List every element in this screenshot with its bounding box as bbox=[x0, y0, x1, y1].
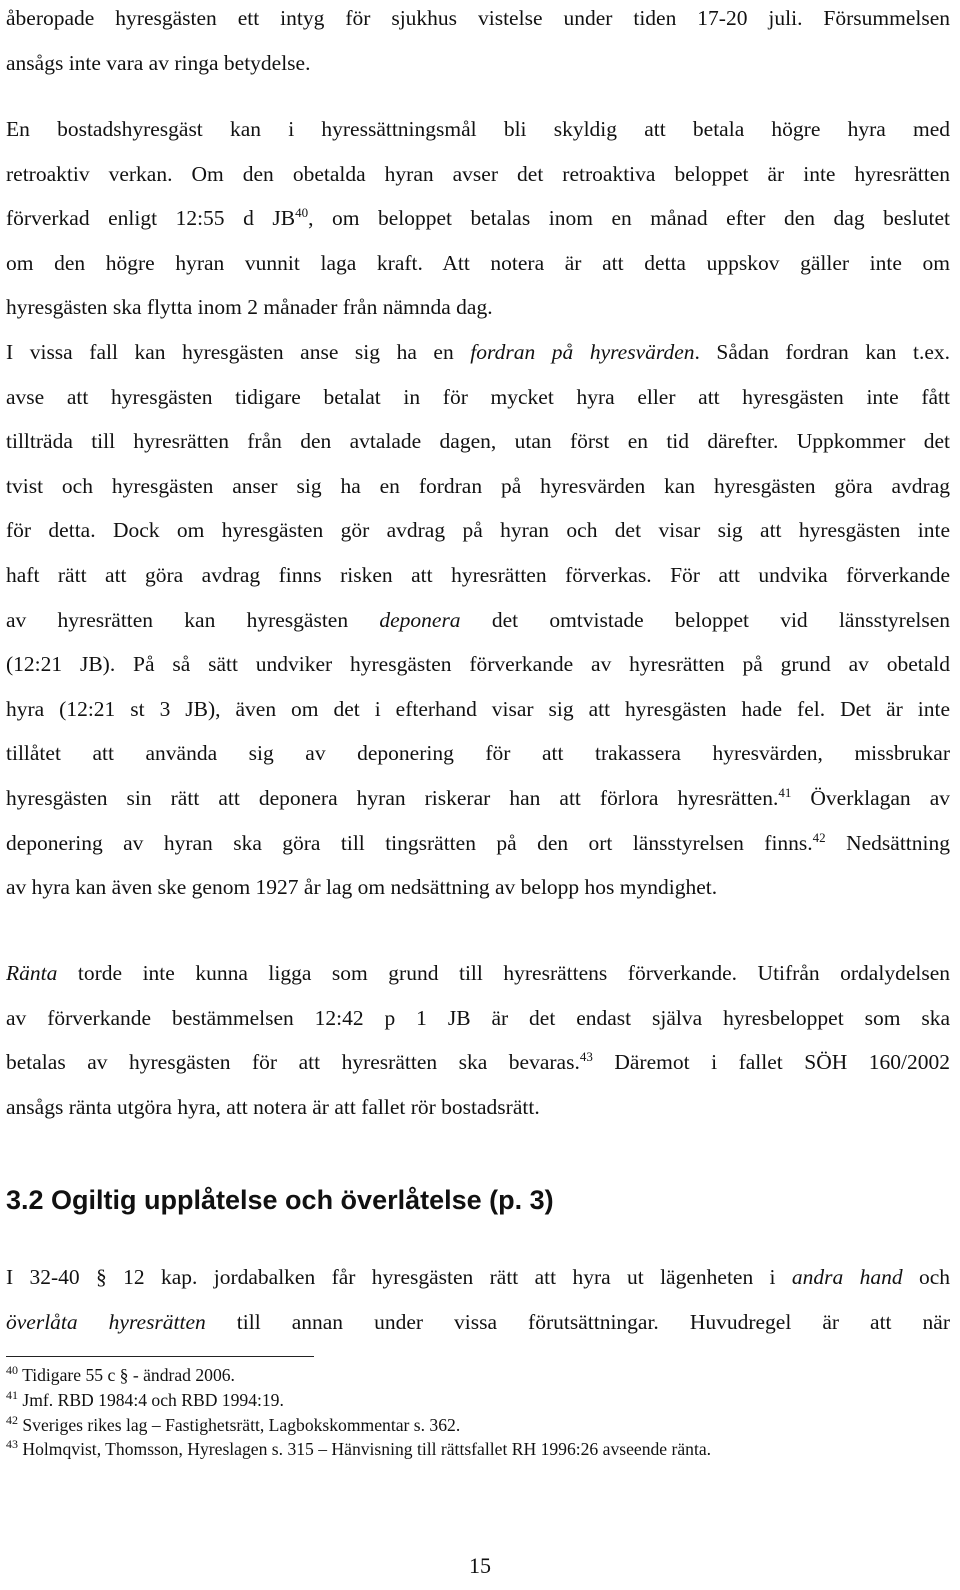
text-line: ansågs inte vara av ringa betydelse. bbox=[6, 50, 311, 75]
text-line: avse att hyresgästen tidigare betalat in för mycket hyra eller att hyresgästen inte fått bbox=[6, 384, 950, 409]
text-line: förverkad enligt 12:55 d JB$^{40}$, om beloppet betalas inom en månad efter den dag beslutet bbox=[6, 205, 950, 231]
text-line: hyresgästen sin rätt att deponera hyran riskerar han att förlora hyresrätten.$^{41}$ Överklagan av bbox=[6, 784, 950, 810]
emphasis: deponera bbox=[379, 607, 461, 632]
text-line: I 32-40 § 12 kap. jordabalken får hyresgästen rätt att hyra ut lägenheten i andra hand och bbox=[6, 1265, 950, 1289]
text-line: hyresgästen ska flytta inom 2 månader från nämnda dag. bbox=[6, 295, 493, 320]
paragraph-retroactive-rent bbox=[6, 107, 950, 330]
footnote-number: 42 bbox=[6, 1412, 18, 1427]
footnote: $^{41}$ Jmf. RBD 1984:4 och RBD 1994:19. bbox=[6, 1387, 284, 1410]
emphasis: andra hand bbox=[791, 1265, 903, 1289]
footnote-ref[interactable]: 41 bbox=[778, 784, 792, 800]
footnotes bbox=[6, 1363, 950, 1462]
page-number: 15 bbox=[469, 1553, 491, 1578]
footnote-number: 43 bbox=[6, 1437, 18, 1452]
text-line: åberopade hyresgästen ett intyg för sjukhus vistelse under tiden 17-20 juli. Försummelsen bbox=[6, 6, 950, 30]
text-line: av hyresrätten kan hyresgästen deponera det omtvistade beloppet vid länsstyrelsen bbox=[6, 607, 950, 632]
text-line: överlåta hyresrätten till annan under vissa förutsättningar. Huvudregel är att när bbox=[6, 1309, 950, 1334]
footnote-ref[interactable]: 42 bbox=[812, 829, 826, 845]
paragraph-interest bbox=[6, 951, 950, 1129]
footnote: $^{42}$ Sveriges rikes lag – Fastighetsrätt, Lagbokskommentar s. 362. bbox=[6, 1412, 461, 1435]
text-line: retroaktiv verkan. Om den obetalda hyran avser det retroaktiva beloppet är inte hyresrätten bbox=[6, 161, 950, 186]
footnote-number: 40 bbox=[6, 1363, 18, 1378]
emphasis: Ränta bbox=[6, 961, 58, 985]
text-line: tillåtet att använda sig av deponering för att trakassera hyresvärden, missbrukar bbox=[6, 741, 950, 766]
emphasis: fordran på hyresvärden bbox=[470, 340, 695, 364]
text-line: av hyra kan även ske genom 1927 år lag om nedsättning av belopp hos myndighet. bbox=[6, 875, 718, 900]
paragraph-continuation bbox=[6, 0, 950, 85]
text-line: av förverkande bestämmelsen 12:42 p 1 JB är det endast själva hyresbeloppet som ska bbox=[6, 1005, 950, 1030]
footnote-ref[interactable]: 43 bbox=[579, 1049, 593, 1065]
text-line: Ränta torde inte kunna ligga som grund till hyresrättens förverkande. Utifrån ordalydelsen bbox=[6, 961, 950, 985]
footnote: $^{40}$ Tidigare 55 c § - ändrad 2006. bbox=[6, 1363, 235, 1385]
text-line: deponering av hyran ska göra till tingsrätten på den ort länsstyrelsen finns.$^{42}$ Nedsättning bbox=[6, 829, 950, 855]
paragraph-sublet bbox=[6, 1255, 950, 1344]
text-line: ansågs ränta utgöra hyra, att notera är att fallet rör bostadsrätt. bbox=[6, 1094, 540, 1119]
text-line: (12:21 JB). På så sätt undviker hyresgästen förverkande av hyresrätten på grund av obetald bbox=[6, 652, 950, 677]
text-line: I vissa fall kan hyresgästen anse sig ha en fordran på hyresvärden. Sådan fordran kan t.ex. bbox=[6, 340, 950, 364]
text-line: En bostadshyresgäst kan i hyressättningsmål bli skyldig att betala högre hyra med bbox=[6, 117, 950, 141]
footnote: $^{43}$ Holmqvist, Thomsson, Hyreslagen s. 315 – Hänvisning till rättsfallet RH 1996:26 avseende ränta. bbox=[6, 1437, 712, 1460]
footnote-divider bbox=[6, 1356, 314, 1357]
text-line: tillträda till hyresrätten från den avtalade dagen, utan först en tid därefter. Uppkommer det bbox=[6, 429, 950, 454]
text-line: för detta. Dock om hyresgästen gör avdrag på hyran och det visar sig att hyresgästen inte bbox=[6, 518, 950, 543]
text-line: hyra (12:21 st 3 JB), även om det i efterhand visar sig att hyresgästen hade fel. Det är inte bbox=[6, 696, 950, 721]
emphasis: överlåta hyresrätten bbox=[6, 1309, 206, 1334]
section-heading: 3.2 Ogiltig upplåtelse och överlåtelse (p. 3) bbox=[6, 1185, 554, 1215]
footnote-ref[interactable]: 40 bbox=[295, 205, 309, 221]
footnote-number: 41 bbox=[6, 1387, 18, 1402]
paragraph-tenant-claim bbox=[6, 330, 950, 910]
text-line: tvist och hyresgästen anser sig ha en fordran på hyresvärden kan hyresgästen göra avdrag bbox=[6, 473, 950, 498]
text-line: haft rätt att göra avdrag finns risken att hyresrätten förverkas. För att undvika förverkande bbox=[6, 562, 950, 587]
text-line: betalas av hyresgästen för att hyresrätten ska bevaras.$^{43}$ Däremot i fallet SÖH 160/2002 bbox=[6, 1049, 950, 1075]
text-line: om den högre hyran vunnit laga kraft. Att notera är att detta uppskov gäller inte om bbox=[6, 250, 950, 275]
